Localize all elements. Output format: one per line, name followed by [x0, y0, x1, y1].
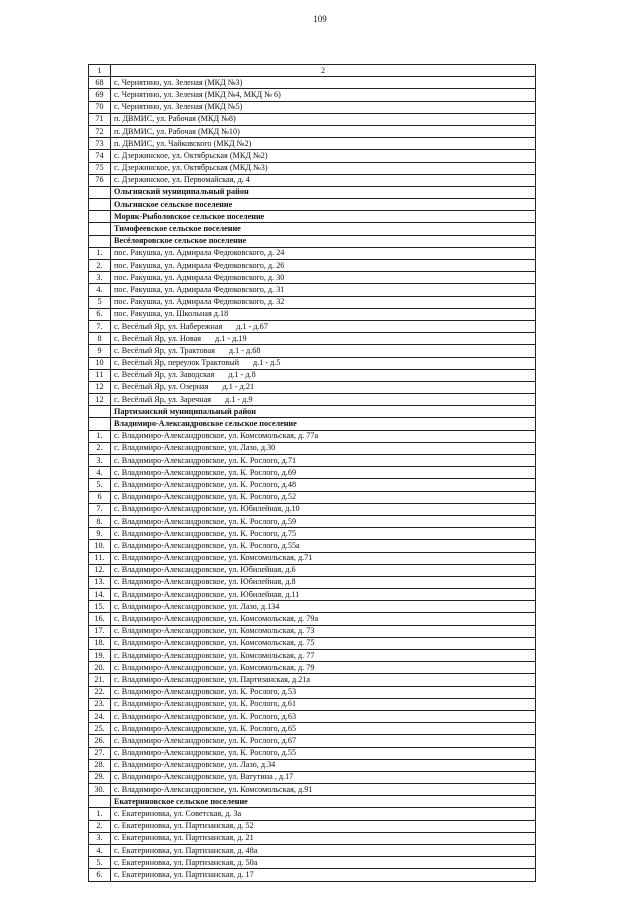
address-text: с. Весёлый Яр, ул. Заводская — [114, 370, 215, 380]
table-row — [89, 686, 536, 698]
address-text: с. Екатериновка, ул. Партизанская, д. 52 — [114, 821, 254, 831]
address-cell — [111, 296, 536, 308]
address-cell — [111, 686, 536, 698]
address-cell — [111, 710, 536, 722]
address-cell — [111, 771, 536, 783]
row-number — [89, 406, 111, 418]
row-number: 6. — [89, 308, 111, 320]
address-text: с. Екатериновка, ул. Партизанская, д. 48а — [114, 845, 258, 855]
table-row — [89, 89, 536, 101]
table-row — [89, 247, 536, 259]
address-text: с. Екатериновка, ул. Партизанская, д. 21 — [114, 833, 254, 843]
address-text: с. Владимиро-Александровское, ул. Юбилейная, д.11 — [114, 589, 300, 599]
row-number: 76 — [89, 174, 111, 186]
section-row — [89, 418, 536, 430]
address-text: с. Владимиро-Александровское, ул. Комсомольская, д. 77а — [114, 431, 319, 441]
address-text: с. Владимиро-Александровское, ул. Комсомольская, д. 79 — [114, 662, 315, 672]
address-cell — [111, 747, 536, 759]
address-cell — [111, 662, 536, 674]
address-text: с. Владимиро-Александровское, ул. Комсомольская, д.91 — [114, 784, 313, 794]
section-title — [111, 223, 536, 235]
address-text: с. Владимиро-Александровское, ул. Комсомольская, д. 77 — [114, 650, 315, 660]
section-row — [89, 223, 536, 235]
row-number: 1. — [89, 808, 111, 820]
address-cell — [111, 138, 536, 150]
row-number: 70 — [89, 101, 111, 113]
table-row — [89, 784, 536, 796]
address-cell — [111, 528, 536, 540]
address-cell — [111, 479, 536, 491]
section-row — [89, 796, 536, 808]
row-number: 73 — [89, 138, 111, 150]
address-cell — [111, 113, 536, 125]
table-row — [89, 138, 536, 150]
house-range: д.1 - д.68 — [228, 345, 261, 355]
address-text: с. Владимиро-Александровское, ул. Комсомольская, д. 73 — [114, 626, 315, 636]
row-number: 21. — [89, 674, 111, 686]
address-text: с. Владимиро-Александровское, ул. К. Рослого, д.59 — [114, 516, 297, 526]
address-text: с. Весёлый Яр, ул. Заречная — [114, 394, 212, 404]
table-row — [89, 528, 536, 540]
address-cell — [111, 467, 536, 479]
address-cell — [111, 698, 536, 710]
address-cell — [111, 308, 536, 320]
house-range: д.1 - д.67 — [236, 321, 268, 331]
address-text: с. Дзержинское, ул. Первомайская, д. 4 — [114, 175, 250, 185]
address-text: с. Владимиро-Александровское, ул. Юбилейная, д.10 — [114, 504, 300, 514]
row-number: 75 — [89, 162, 111, 174]
row-number: 30. — [89, 784, 111, 796]
row-number: 23. — [89, 698, 111, 710]
address-cell — [111, 394, 536, 406]
row-number: 22. — [89, 686, 111, 698]
house-range: д.1 - д.19 — [215, 333, 247, 343]
house-range: д.1 - д.21 — [222, 382, 255, 392]
table-row — [89, 113, 536, 125]
row-number — [89, 199, 111, 211]
table-row — [89, 467, 536, 479]
table-row — [89, 771, 536, 783]
row-number: 71 — [89, 113, 111, 125]
row-number: 11. — [89, 552, 111, 564]
table-row — [89, 637, 536, 649]
row-number: 2. — [89, 442, 111, 454]
address-text: с. Владимиро-Александровское, ул. Комсомольская, д. 79а — [114, 614, 319, 624]
table-row — [89, 491, 536, 503]
address-text: с. Владимиро-Александровское, ул. Партизанская, д.21а — [114, 674, 311, 684]
address-cell — [111, 735, 536, 747]
address-cell — [111, 333, 536, 345]
table-row — [89, 820, 536, 832]
address-cell — [111, 284, 536, 296]
address-text: Моряк-Рыболовское сельское поселение — [114, 211, 265, 221]
address-text: с. Весёлый Яр, ул. Трактовая — [114, 345, 215, 355]
address-text: Тимофеевское сельское поселение — [114, 224, 241, 234]
table-row — [89, 345, 536, 357]
table-row — [89, 174, 536, 186]
address-cell — [111, 784, 536, 796]
table-header-row — [89, 65, 536, 77]
row-number: 18. — [89, 637, 111, 649]
row-number: 8. — [89, 515, 111, 527]
address-cell — [111, 674, 536, 686]
address-cell — [111, 491, 536, 503]
row-number: 7. — [89, 503, 111, 515]
row-number: 14. — [89, 589, 111, 601]
table-body — [89, 65, 536, 882]
address-cell — [111, 613, 536, 625]
address-text: с. Дзержинское, ул. Октябрьская (МКД №3) — [114, 163, 268, 173]
address-cell — [111, 320, 536, 332]
row-number: 2. — [89, 820, 111, 832]
address-cell — [111, 381, 536, 393]
address-cell — [111, 503, 536, 515]
address-cell — [111, 369, 536, 381]
table-row — [89, 369, 536, 381]
section-row — [89, 211, 536, 223]
table-row — [89, 564, 536, 576]
address-cell — [111, 162, 536, 174]
row-number: 10 — [89, 357, 111, 369]
row-number: 29. — [89, 771, 111, 783]
address-text: с. Весёлый Яр, ул. Набережная — [114, 321, 223, 331]
address-text: с. Владимиро-Александровское, ул. Лазо, д.134 — [114, 601, 280, 611]
table-row — [89, 442, 536, 454]
address-cell — [111, 357, 536, 369]
address-text: с. Владимиро-Александровское, ул. Юбилейная, д.6 — [114, 565, 296, 575]
section-title — [111, 235, 536, 247]
row-number: 13. — [89, 576, 111, 588]
section-row — [89, 199, 536, 211]
address-text: с. Владимиро-Александровское, ул. К. Рослого, д.55 — [114, 748, 297, 758]
table-row — [89, 479, 536, 491]
address-text: пос. Ракушка, ул. Адмирала Федюковского, д. 24 — [114, 248, 285, 258]
address-text: с. Чернятино, ул. Зеленая (МКД №4, МКД № 6) — [114, 89, 281, 99]
address-cell — [111, 430, 536, 442]
house-range: д.1 - д.5 — [253, 358, 281, 368]
table-row — [89, 284, 536, 296]
address-cell — [111, 442, 536, 454]
address-text: с. Владимиро-Александровское, ул. К. Рослого, д.75 — [114, 528, 297, 538]
table-row — [89, 540, 536, 552]
row-number: 9. — [89, 528, 111, 540]
row-number: 4. — [89, 284, 111, 296]
header-col-number: 1 — [89, 65, 111, 77]
row-number — [89, 235, 111, 247]
table-row — [89, 698, 536, 710]
table-row — [89, 260, 536, 272]
address-text: Ольгинский муниципальный район — [114, 187, 249, 197]
row-number: 15. — [89, 601, 111, 613]
table-row — [89, 759, 536, 771]
row-number: 5. — [89, 479, 111, 491]
table-row — [89, 308, 536, 320]
table-row — [89, 455, 536, 467]
address-text: с. Весёлый Яр, ул. Новая — [114, 333, 202, 343]
table-row — [89, 808, 536, 820]
address-text: пос. Ракушка, ул. Адмирала Федюковского, д. 31 — [114, 284, 285, 294]
address-text: с. Владимиро-Александровское, ул. Ватутина , д.17 — [114, 772, 294, 782]
section-title — [111, 796, 536, 808]
row-number: 74 — [89, 150, 111, 162]
address-text: с. Владимиро-Александровское, ул. К. Рослого, д.53 — [114, 687, 297, 697]
row-number — [89, 186, 111, 198]
section-title — [111, 418, 536, 430]
table-row — [89, 662, 536, 674]
row-number: 16. — [89, 613, 111, 625]
row-number: 1. — [89, 247, 111, 259]
table-row — [89, 333, 536, 345]
address-text: с. Владимиро-Александровское, ул. К. Рослого, д.52 — [114, 492, 297, 502]
row-number: 12 — [89, 381, 111, 393]
row-number: 4. — [89, 845, 111, 857]
table-row — [89, 601, 536, 613]
row-number: 3. — [89, 832, 111, 844]
address-text: с. Владимиро-Александровское, ул. К. Рослого, д.63 — [114, 711, 297, 721]
address-cell — [111, 247, 536, 259]
address-cell — [111, 552, 536, 564]
address-text: с. Чернятино, ул. Зеленая (МКД №3) — [114, 77, 243, 87]
row-number: 24. — [89, 710, 111, 722]
row-number: 2. — [89, 260, 111, 272]
address-text: Владимиро-Александровское сельское поселение — [114, 419, 297, 429]
address-text: пос. Ракушка, ул. Адмирала Федюковского, д. 26 — [114, 260, 285, 270]
page-number: 109 — [313, 14, 327, 24]
address-cell — [111, 832, 536, 844]
row-number: 19. — [89, 650, 111, 662]
address-text: с. Владимиро-Александровское, ул. К. Рослого, д.71 — [114, 455, 297, 465]
header-col-address: 2 — [111, 65, 536, 77]
address-text: с. Екатериновка, ул. Советская, д. 3а — [114, 809, 242, 819]
house-range: д.1 - д.9 — [225, 394, 253, 404]
address-text: с. Владимиро-Александровское, ул. К. Рослого, д.48 — [114, 479, 297, 489]
address-cell — [111, 637, 536, 649]
address-cell — [111, 650, 536, 662]
address-cell — [111, 125, 536, 137]
row-number: 17. — [89, 625, 111, 637]
address-cell — [111, 869, 536, 881]
row-number: 25. — [89, 723, 111, 735]
address-table — [88, 64, 536, 882]
table-row — [89, 503, 536, 515]
address-text: с. Владимиро-Александровское, ул. К. Рослого, д.67 — [114, 735, 297, 745]
address-text: п. ДВМИС, ул. Рабочая (МКД №10) — [114, 126, 240, 136]
address-text: Ольгинское сельское поселение — [114, 199, 233, 209]
address-cell — [111, 150, 536, 162]
row-number — [89, 796, 111, 808]
table-row — [89, 430, 536, 442]
address-text: с. Весёлый Яр, ул. Озерная — [114, 382, 209, 392]
table-row — [89, 394, 536, 406]
row-number: 6. — [89, 869, 111, 881]
row-number: 12. — [89, 564, 111, 576]
row-number: 69 — [89, 89, 111, 101]
table-row — [89, 296, 536, 308]
address-cell — [111, 345, 536, 357]
address-text: с. Владимиро-Александровское, ул. Лазо, д.30 — [114, 443, 276, 453]
table-row — [89, 832, 536, 844]
address-text: с. Владимиро-Александровское, ул. Юбилейная, д.8 — [114, 577, 296, 587]
row-number: 28. — [89, 759, 111, 771]
address-cell — [111, 174, 536, 186]
house-range: д.1 - д.8 — [228, 370, 256, 380]
table-row — [89, 625, 536, 637]
row-number: 8 — [89, 333, 111, 345]
row-number: 5. — [89, 857, 111, 869]
address-cell — [111, 540, 536, 552]
address-cell — [111, 576, 536, 588]
section-title — [111, 211, 536, 223]
address-cell — [111, 564, 536, 576]
row-number: 11 — [89, 369, 111, 381]
address-cell — [111, 77, 536, 89]
row-number: 9 — [89, 345, 111, 357]
section-row — [89, 235, 536, 247]
address-cell — [111, 260, 536, 272]
address-text: п. ДВМИС, ул. Чайковского (МКД №2) — [114, 138, 252, 148]
address-cell — [111, 759, 536, 771]
address-text: с. Екатериновка, ул. Партизанская, д. 50а — [114, 857, 258, 867]
address-text: пос. Ракушка, ул. Адмирала Федюковского, д. 32 — [114, 297, 285, 307]
row-number: 1. — [89, 430, 111, 442]
address-cell — [111, 857, 536, 869]
address-text: с. Владимиро-Александровское, ул. К. Рослого, д.61 — [114, 699, 297, 709]
table-row — [89, 125, 536, 137]
row-number: 72 — [89, 125, 111, 137]
table-row — [89, 735, 536, 747]
address-cell — [111, 515, 536, 527]
table-row — [89, 674, 536, 686]
row-number: 20. — [89, 662, 111, 674]
address-cell — [111, 845, 536, 857]
address-cell — [111, 589, 536, 601]
table-row — [89, 650, 536, 662]
address-text: с. Владимиро-Александровское, ул. К. Рослого, д.69 — [114, 467, 297, 477]
address-text: с. Дзержинское, ул. Октябрьская (МКД №2) — [114, 150, 268, 160]
address-text: Партизанский муниципальный район — [114, 406, 256, 416]
table-row — [89, 357, 536, 369]
row-number: 10. — [89, 540, 111, 552]
table-row — [89, 710, 536, 722]
address-cell — [111, 625, 536, 637]
row-number — [89, 211, 111, 223]
section-row — [89, 406, 536, 418]
address-cell — [111, 455, 536, 467]
address-text: Екатериновское сельское поселение — [114, 796, 248, 806]
row-number: 26. — [89, 735, 111, 747]
address-text: пос. Ракушка, ул. Адмирала Федюковского, д. 30 — [114, 272, 285, 282]
section-title — [111, 186, 536, 198]
address-text: с. Чернятино, ул. Зеленая (МКД №5) — [114, 102, 243, 112]
table-row — [89, 381, 536, 393]
table-row — [89, 77, 536, 89]
table-row — [89, 613, 536, 625]
table-row — [89, 845, 536, 857]
table-row — [89, 747, 536, 759]
section-title — [111, 406, 536, 418]
row-number: 4. — [89, 467, 111, 479]
address-text: с. Весёлый Яр, переулок Трактовый — [114, 358, 240, 368]
address-text: с. Владимиро-Александровское, ул. Комсомольская, д.71 — [114, 553, 313, 563]
address-cell — [111, 820, 536, 832]
row-number: 3. — [89, 455, 111, 467]
table-row — [89, 857, 536, 869]
table-row — [89, 515, 536, 527]
table-row — [89, 552, 536, 564]
address-text: пос. Ракушка, ул. Школьная д.18 — [114, 309, 229, 319]
address-cell — [111, 101, 536, 113]
address-cell — [111, 272, 536, 284]
section-title — [111, 199, 536, 211]
address-text: с. Екатериновка, ул. Партизанская, д. 17 — [114, 869, 254, 879]
row-number: 3. — [89, 272, 111, 284]
address-cell — [111, 601, 536, 613]
address-cell — [111, 723, 536, 735]
table-row — [89, 869, 536, 881]
row-number — [89, 418, 111, 430]
row-number — [89, 223, 111, 235]
table-row — [89, 589, 536, 601]
table-row — [89, 162, 536, 174]
address-text: с. Владимиро-Александровское, ул. Лазо, д.34 — [114, 760, 276, 770]
address-text: Весёлояровское сельское поселение — [114, 236, 247, 246]
table-row — [89, 101, 536, 113]
table-row — [89, 320, 536, 332]
table-row — [89, 272, 536, 284]
address-text: п. ДВМИС, ул. Рабочая (МКД №8) — [114, 114, 236, 124]
address-cell — [111, 808, 536, 820]
row-number: 5 — [89, 296, 111, 308]
section-row — [89, 186, 536, 198]
row-number: 68 — [89, 77, 111, 89]
table-row — [89, 150, 536, 162]
row-number: 12 — [89, 394, 111, 406]
address-cell — [111, 89, 536, 101]
row-number: 7. — [89, 320, 111, 332]
table-row — [89, 723, 536, 735]
address-text: с. Владимиро-Александровское, ул. К. Рослого, д.65 — [114, 723, 297, 733]
row-number: 6 — [89, 491, 111, 503]
address-text: с. Владимиро-Александровское, ул. Комсомольская, д. 75 — [114, 638, 315, 648]
row-number: 27. — [89, 747, 111, 759]
table-row — [89, 576, 536, 588]
address-text: с. Владимиро-Александровское, ул. К. Рослого, д.55а — [114, 540, 300, 550]
